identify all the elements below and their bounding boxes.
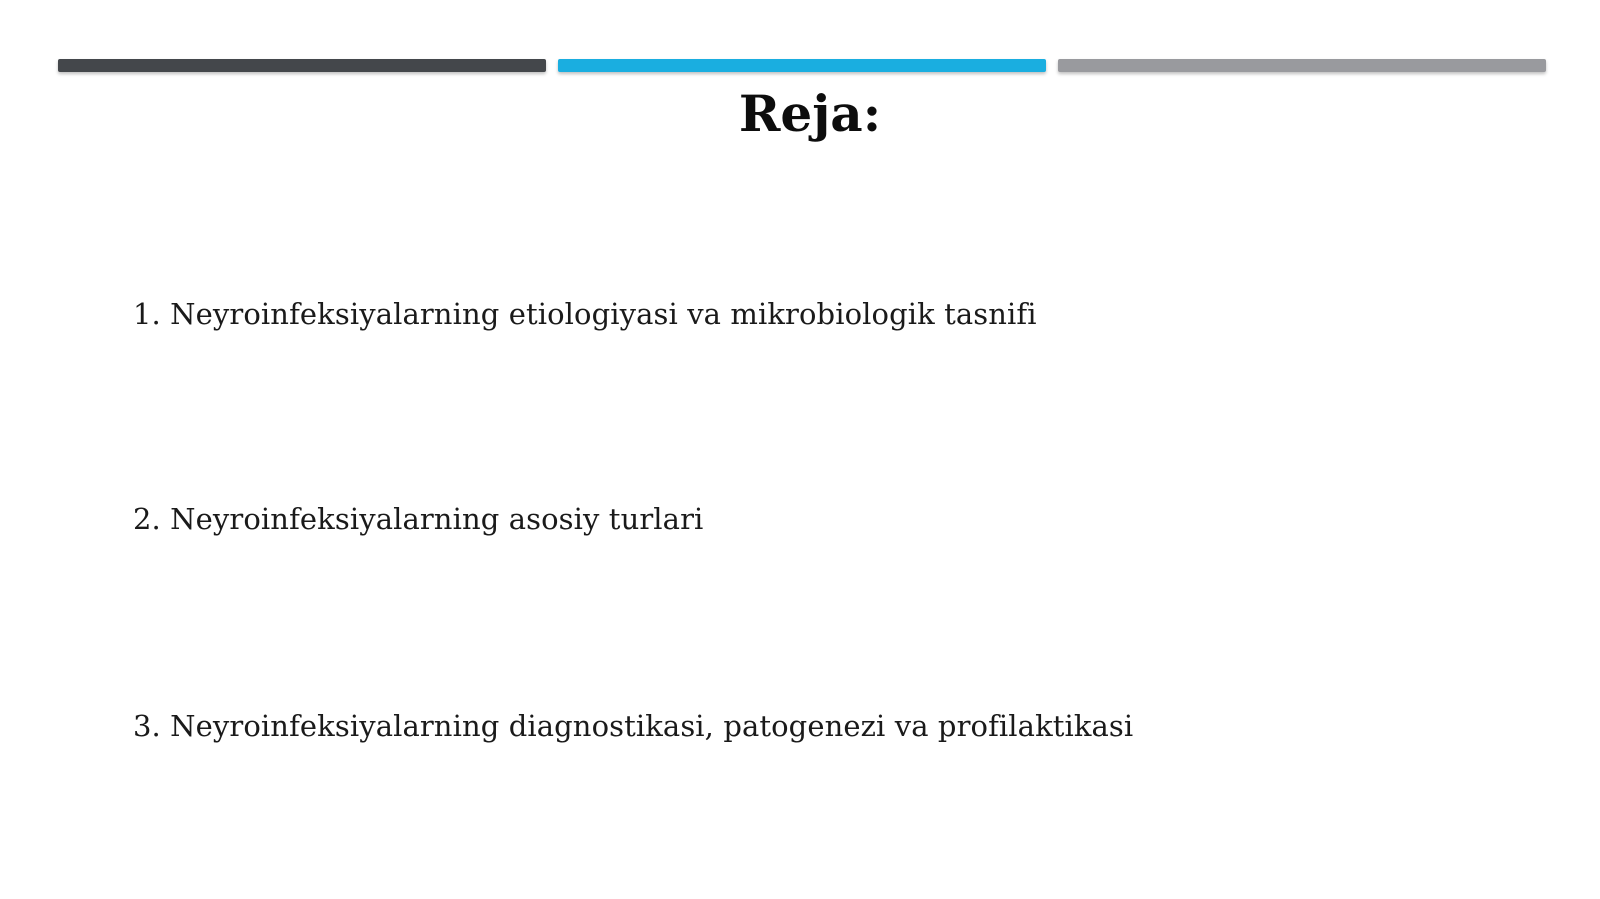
header-bar-dark — [58, 59, 546, 72]
slide-title: Reja: — [738, 84, 882, 143]
plan-item-3: 3. Neyroinfeksiyalarning diagnostikasi, patogenezi va profilaktikasi — [133, 709, 1134, 743]
plan-item-2: 2. Neyroinfeksiyalarning asosiy turlari — [133, 502, 704, 536]
plan-item-1: 1. Neyroinfeksiyalarning etiologiyasi va mikrobiologik tasnifi — [133, 297, 1037, 331]
header-bar-gray — [1058, 59, 1546, 72]
header-bar-blue — [558, 59, 1046, 72]
